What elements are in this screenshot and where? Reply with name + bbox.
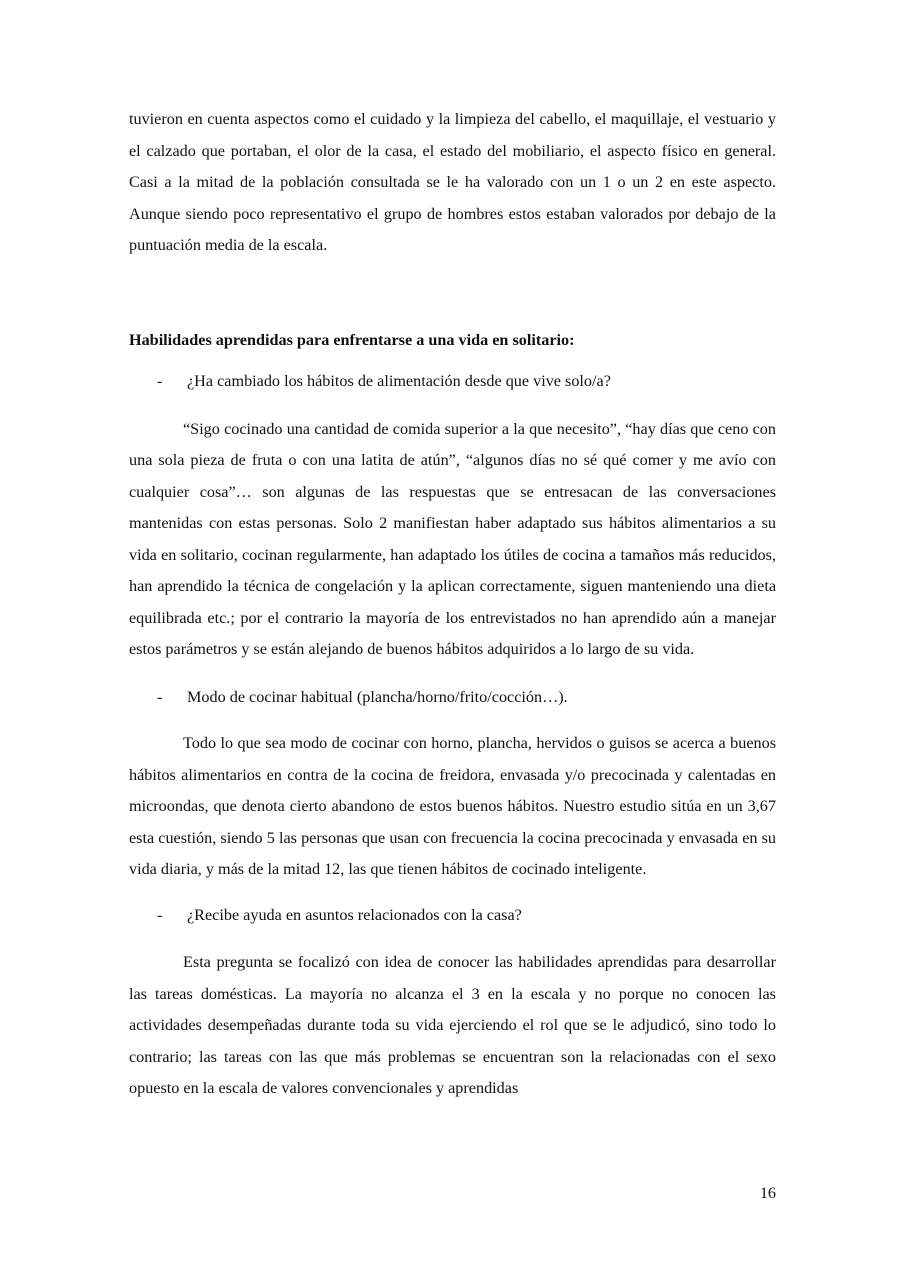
question-item-1 [129,366,776,398]
question-text-1: ¿Ha cambiado los hábitos de alimentación desde que vive solo/a? [187,372,611,390]
bullet-dash: - [157,372,163,390]
answer-paragraph-1: “Sigo cocinado una cantidad de comida superior a la que necesito”, “hay días que ceno con una sola pieza de fruta o con una latita de atún”, “algunos días no sé qué comer y me avío con cualquier cosa”… son algunas de las respuestas que se entresacan de las conversaciones mantenidas con estas personas. Solo 2 manifiestan haber adaptado sus hábitos alimentarios a su vida en solitario, cocinan regularmente, han adaptado los útiles de cocina a tamaños más reducidos, han aprendido la técnica de congelación y la aplican correctamente, siguen manteniendo una dieta equilibrada etc.; por el contrario la mayoría de los entrevistados no han aprendido aún a manejar estos parámetros y se están alejando de buenos hábitos adquiridos a lo largo de su vida. [129,419,776,658]
document-page [129,104,776,1105]
section-spacer [129,262,776,325]
section-heading: Habilidades aprendidas para enfrentarse a una vida en solitario: [129,330,575,349]
question-text-3: ¿Recibe ayuda en asuntos relacionados con la casa? [187,905,522,924]
bullet-dash: - [157,687,163,706]
intro-paragraph: tuvieron en cuenta aspectos como el cuidado y la limpieza del cabello, el maquillaje, el vestuario y el calzado que portaban, el olor de la casa, el estado del mobiliario, el aspecto físico en general. Casi a la mitad de la población consultada se le ha valorado con un 1 o un 2 en este aspecto. Aunque siendo poco representativo el grupo de hombres estos estaban valorados por debajo de la puntuación media de la escala. [129,110,776,254]
answer-paragraph-3: Esta pregunta se focalizó con idea de conocer las habilidades aprendidas para desarrollar las tareas domésticas. La mayoría no alcanza el 3 en la escala y no porque no conocen las actividades desempeñadas durante toda su vida ejerciendo el rol que se le adjudicó, sino todo lo contrario; las tareas con las que más problemas se encuentran son la relacionadas con el sexo opuesto en la escala de valores convencionales y aprendidas [129,953,776,1097]
answer-paragraph-2: Todo lo que sea modo de cocinar con horno, plancha, hervidos o guisos se acerca a buenos hábitos alimentarios en contra de la cocina de freidora, envasada y/o precocinada y calentadas en microondas, que denota cierto abandono de estos buenos hábitos. Nuestro estudio sitúa en un 3,67 esta cuestión, siendo 5 las personas que usan con frecuencia la cocina precocinada y envasada en su vida diaria, y más de la mitad 12, las que tienen hábitos de cocinado inteligente. [129,734,776,878]
bullet-dash: - [157,905,163,924]
page-number: 16 [759,1184,776,1202]
question-text-2: Modo de cocinar habitual (plancha/horno/frito/cocción…). [187,687,568,706]
question-item-2 [129,682,776,714]
question-item-3 [129,900,776,932]
